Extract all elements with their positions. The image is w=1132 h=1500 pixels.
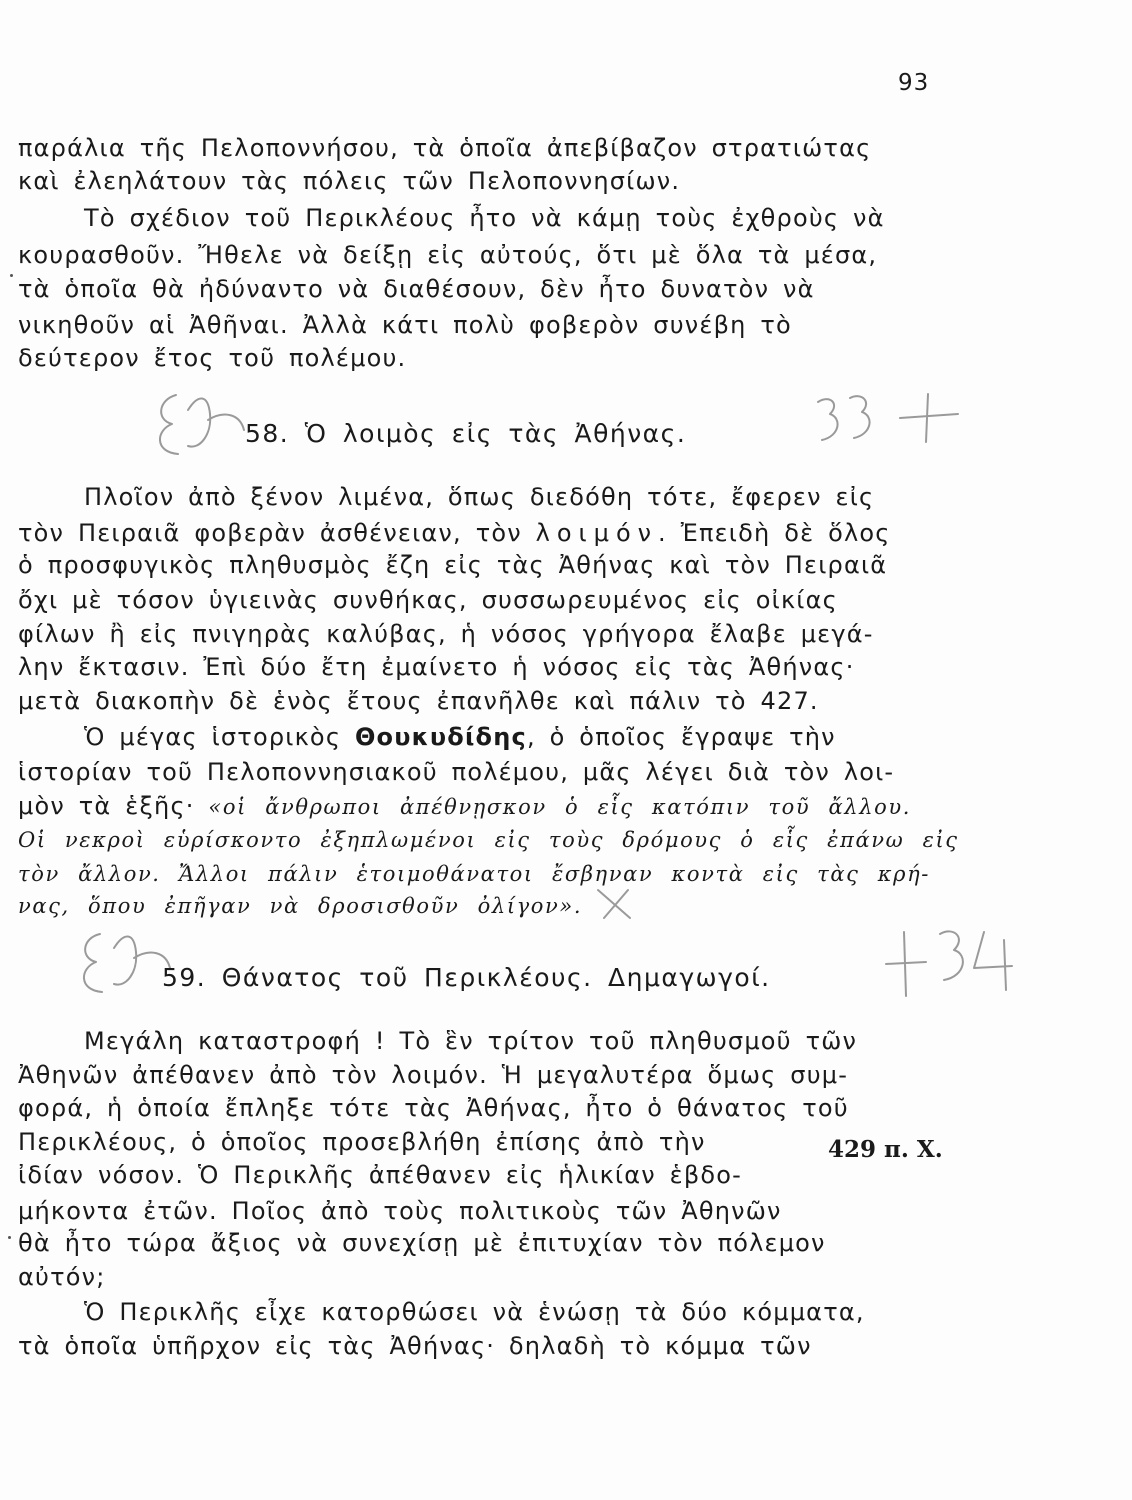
text-line: ἱστορίαν τοῦ Πελοποννησιακοῦ πολέμου, μᾶς λέγει διὰ τὸν λοι- (18, 758, 895, 786)
italic-quote-line: Οἱ νεκροὶ εὑρίσκοντο ἐξηπλωμένοι εἰς τοὺς δρόμους ὁ εἷς ἐπάνω εἰς (18, 828, 959, 852)
handwritten-cross-icon (590, 884, 640, 924)
text-line: φίλων ἢ εἰς πνιγηρὰς καλύβας, ἡ νόσος γρήγορα ἔλαβε μεγά- (18, 620, 874, 648)
text-line (18, 791, 911, 822)
text-line: Μεγάλη καταστροφή ! Τὸ ἓν τρίτον τοῦ πληθυσμοῦ τῶν (84, 1027, 858, 1055)
text-line: κουρασθοῦν. Ἤθελε νὰ δείξῃ εἰς αὐτούς, ὅτι μὲ ὅλα τὰ μέσα, (18, 241, 878, 269)
text-span: μὸν τὰ ἑξῆς· (18, 792, 209, 820)
text-line: τὰ ὁποῖα ὑπῆρχον εἰς τὰς Ἀθήνας· δηλαδὴ τὸ κόμμα τῶν (18, 1332, 812, 1360)
italic-quote: «οἱ ἄνθρωποι ἀπέθνῃσκον ὁ εἷς κατόπιν τοῦ ἄλλου. (208, 795, 911, 819)
text-line: μετὰ διακοπὴν δὲ ἑνὸς ἔτους ἐπανῆλθε καὶ πάλιν τὸ 427. (18, 687, 819, 715)
text-line: αὐτόν; (18, 1263, 106, 1291)
text-span: . Ἐπειδὴ δὲ ὅλος (658, 519, 891, 547)
section-58-heading: 58. Ὁ λοιμὸς εἰς τὰς Ἀθήνας. (245, 419, 687, 448)
text-line: τὰ ὁποῖα θὰ ἠδύναντο νὰ διαθέσουν, δὲν ἦτο δυνατὸν νὰ (18, 275, 815, 303)
text-line (84, 722, 836, 752)
text-span: τὸν Πειραιᾶ φοβερὰν ἀσθένειαν, τὸν (18, 519, 536, 547)
scan-speck (8, 1236, 11, 1239)
page-number: 93 (898, 70, 930, 96)
text-line: φορά, ἡ ὁποία ἔπληξε τότε τὰς Ἀθήνας, ἦτο ὁ θάνατος τοῦ (18, 1094, 849, 1122)
emphasized-word: λοιμόν (535, 519, 659, 547)
scan-speck (10, 274, 13, 277)
text-line: θὰ ἦτο τώρα ἄξιος νὰ συνεχίσῃ μὲ ἐπιτυχίαν τὸν πόλεμον (18, 1229, 826, 1257)
text-line: καὶ ἐλεηλάτουν τὰς πόλεις τῶν Πελοποννησίων. (18, 167, 681, 195)
text-line: δεύτερον ἔτος τοῦ πολέμου. (18, 344, 407, 372)
text-line: ὁ προσφυγικὸς πληθυσμὸς ἔζη εἰς τὰς Ἀθήνας καὶ τὸν Πειραιᾶ (18, 551, 888, 579)
bold-name: Θουκυδίδης (354, 723, 527, 751)
text-span: Ὁ μέγας ἱστορικὸς (84, 723, 355, 751)
text-line: ὄχι μὲ τόσον ὑγιεινὰς συνθήκας, συσσωρευμένος εἰς οἰκίας (18, 586, 838, 614)
section-59-heading: 59. Θάνατος τοῦ Περικλέους. Δημαγωγοί. (162, 963, 771, 992)
text-line: μήκοντα ἐτῶν. Ποῖος ἀπὸ τοὺς πολιτικοὺς τῶν Ἀθηνῶν (18, 1197, 782, 1225)
text-line: Πλοῖον ἀπὸ ξένον λιμένα, ὅπως διεδόθη τότε, ἔφερεν εἰς (84, 483, 875, 511)
margin-date-note: 429 π. Χ. (828, 1136, 943, 1163)
handwritten-number-icon (800, 388, 970, 458)
text-line: Ἀθηνῶν ἀπέθανεν ἀπὸ τὸν λοιμόν. Ἡ μεγαλυτέρα ὅμως συμ- (18, 1061, 849, 1089)
handwritten-number-icon (880, 920, 1030, 1000)
text-span: , ὁ ὁποῖος ἔγραψε τὴν (526, 723, 836, 751)
text-line: νικηθοῦν αἱ Ἀθῆναι. Ἀλλὰ κάτι πολὺ φοβερὸν συνέβη τὸ (18, 311, 792, 339)
text-line: παράλια τῆς Πελοποννήσου, τὰ ὁποῖα ἀπεβίβαζον στρατιώτας (18, 134, 872, 162)
handwritten-mark-icon (148, 380, 258, 470)
text-line: Περικλέους, ὁ ὁποῖος προσεβλήθη ἐπίσης ἀπὸ τὴν (18, 1128, 706, 1156)
text-line: Ὁ Περικλῆς εἶχε κατορθώσει νὰ ἑνώσῃ τὰ δύο κόμματα, (84, 1298, 865, 1326)
italic-quote-line: νας, ὅπου ἐπῆγαν νὰ δροσισθοῦν ὀλίγον». (18, 894, 583, 918)
italic-quote-line: τὸν ἄλλον. Ἄλλοι πάλιν ἑτοιμοθάνατοι ἔσβηναν κοντὰ εἰς τὰς κρή- (18, 862, 930, 886)
text-line: Τὸ σχέδιον τοῦ Περικλέους ἦτο νὰ κάμῃ τοὺς ἐχθροὺς νὰ (84, 204, 885, 232)
text-line (18, 518, 891, 548)
text-line: λην ἔκτασιν. Ἐπὶ δύο ἔτη ἐμαίνετο ἡ νόσος εἰς τὰς Ἀθήνας· (18, 653, 855, 681)
text-line: ἰδίαν νόσον. Ὁ Περικλῆς ἀπέθανεν εἰς ἡλικίαν ἑβδο- (18, 1161, 743, 1189)
